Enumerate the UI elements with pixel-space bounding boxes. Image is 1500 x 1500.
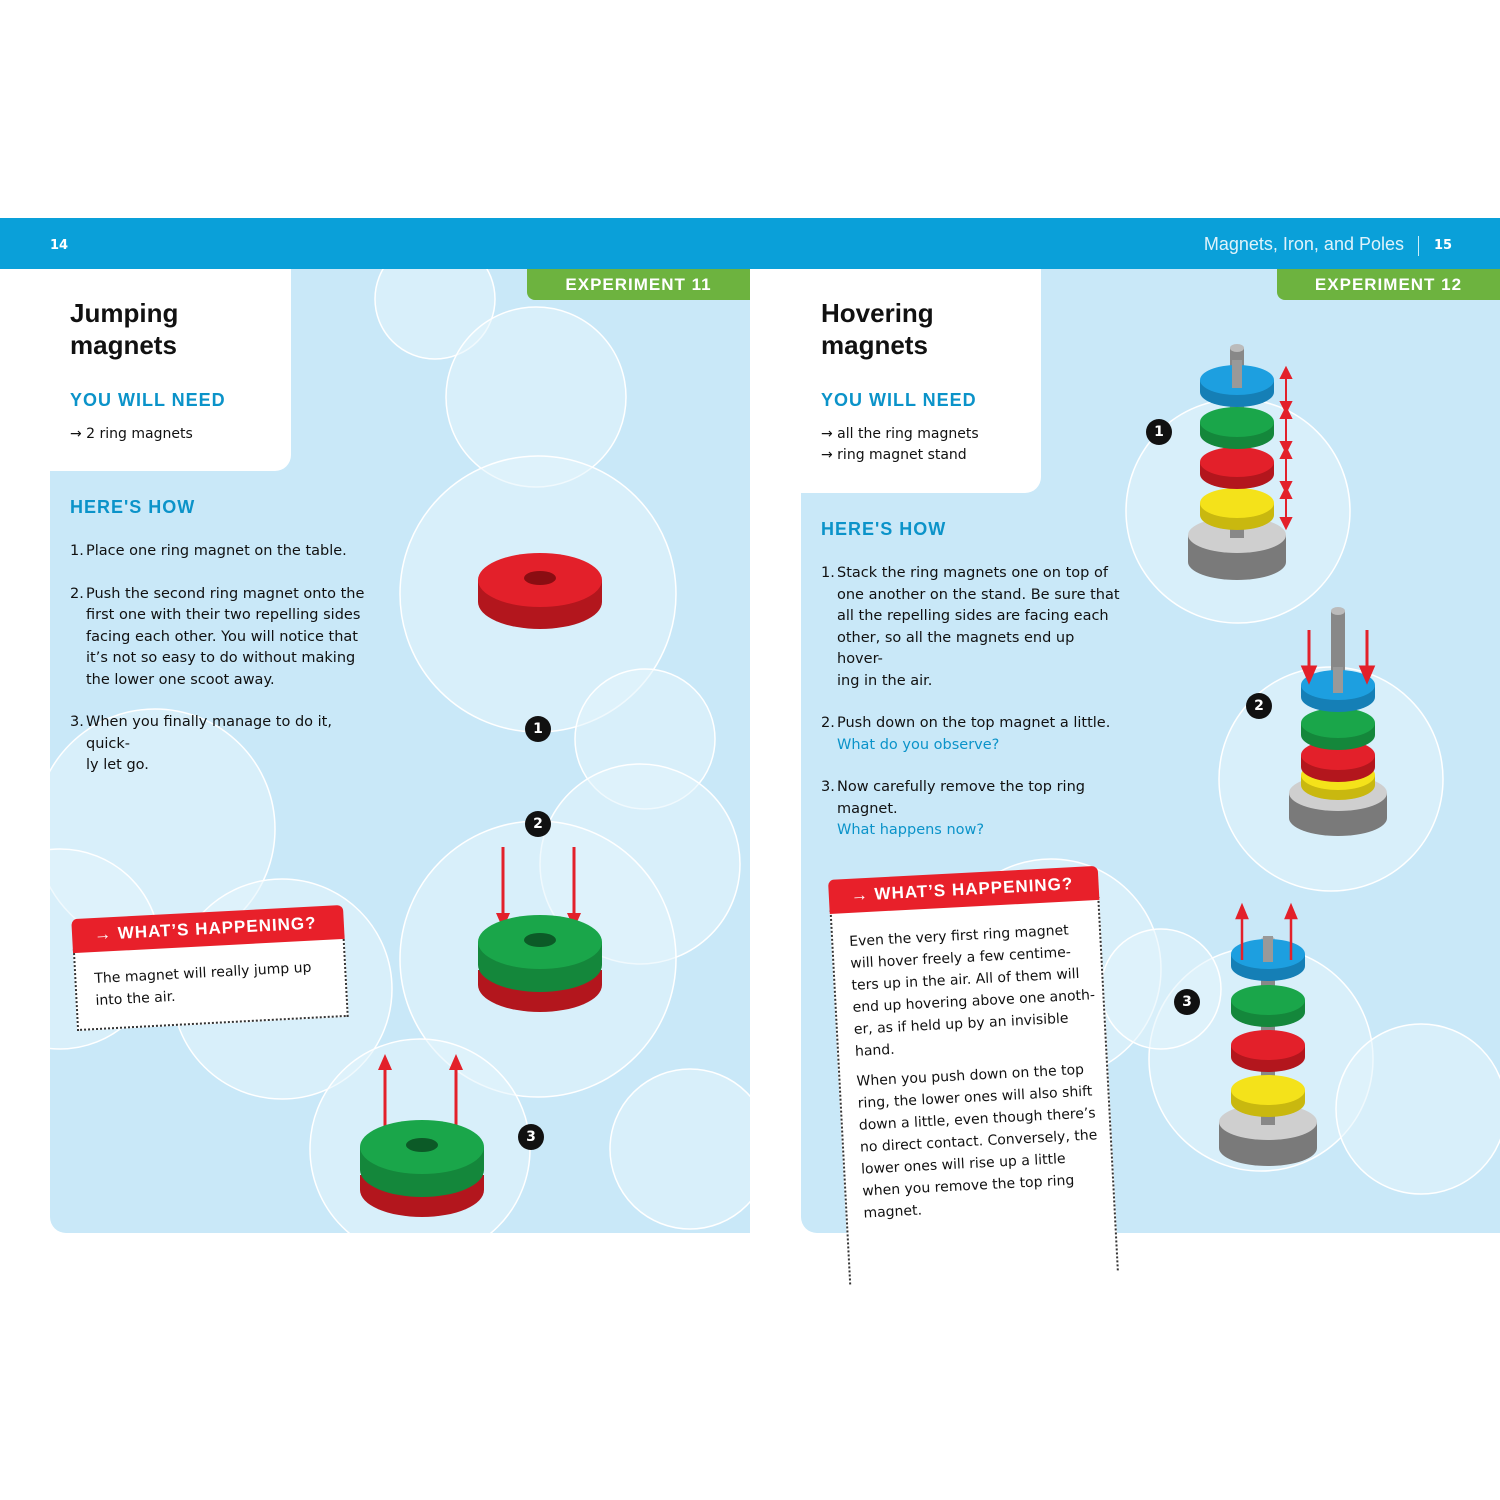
text-line: The magnet will really jump up [94, 959, 312, 988]
step-line: one another on the stand. Be sure that [837, 586, 1120, 603]
header-separator [1418, 236, 1419, 256]
step-number: 1. [821, 565, 835, 581]
text-line: no direct contact. Conversely, the [859, 1127, 1098, 1156]
step-line: ly let go. [86, 757, 149, 773]
step-number: 2. [70, 585, 84, 602]
right-step-3 [821, 777, 1121, 842]
left-title [70, 297, 178, 361]
text-line: down a little, even though there’s [858, 1105, 1097, 1134]
step-number: 3. [70, 714, 84, 730]
right-need-heading: YOU WILL NEED [821, 390, 977, 410]
text-line: hand. [854, 1041, 896, 1060]
text-line: Even the very first ring magnet [848, 922, 1070, 950]
right-whats-happening-box [828, 866, 1119, 1285]
right-steps [821, 563, 1121, 863]
left-step-3 [70, 712, 370, 777]
step-badge-2: 2 [525, 811, 551, 837]
hovering-stack-illustration [1180, 340, 1300, 585]
right-step-badge-3: 3 [1174, 989, 1200, 1015]
left-steps [70, 541, 370, 798]
stacked-magnets-push-illustration [470, 845, 610, 1020]
step-question: What happens now? [837, 822, 985, 838]
right-step-badge-1: 1 [1146, 419, 1172, 445]
step-line: Push down on the top magnet a little. [837, 715, 1111, 731]
right-title [821, 297, 934, 361]
step-number: 2. [821, 715, 835, 731]
experiment-tab-11: EXPERIMENT 11 [527, 269, 750, 300]
left-need-heading: YOU WILL NEED [70, 390, 226, 410]
left-title-line1: Jumping [70, 298, 179, 328]
step-line: it’s not so easy to do without making [86, 650, 356, 666]
right-step-badge-2: 2 [1246, 693, 1272, 719]
text-line: into the air. [95, 988, 176, 1010]
page-number-left: 14 [50, 238, 69, 253]
right-how-heading: HERE'S HOW [821, 519, 947, 539]
step-line: Place one ring magnet on the table. [86, 543, 347, 559]
left-title-line2: magnets [70, 330, 177, 360]
text-line: when you remove the top ring [861, 1172, 1075, 1200]
right-step-2 [821, 713, 1121, 756]
step-line: Now carefully remove the top ring [837, 779, 1085, 795]
left-need-item: → 2 ring magnets [70, 426, 193, 442]
step-badge-3: 3 [518, 1124, 544, 1150]
experiment-tab-12: EXPERIMENT 12 [1277, 269, 1500, 300]
right-title-line2: magnets [821, 330, 928, 360]
whats-happening-para-1 [849, 918, 1098, 1063]
jumping-magnet-illustration [352, 1050, 492, 1225]
text-line: lower ones will rise up a little [860, 1150, 1066, 1178]
text-line: magnet. [863, 1202, 923, 1222]
step-line: other, so all the magnets end up hover- [837, 629, 1075, 667]
right-title-line1: Hovering [821, 298, 934, 328]
step-line: magnet. [837, 800, 898, 817]
step-line: facing each other. You will notice that [86, 628, 358, 645]
gap-arrows [1281, 368, 1291, 528]
left-how-heading: HERE'S HOW [70, 497, 196, 517]
whats-happening-heading: → WHAT’S HAPPENING? [828, 866, 1099, 914]
push-down-stack-illustration [1285, 605, 1395, 845]
whats-happening-para-2 [856, 1058, 1101, 1224]
ring-magnet-red-illustration [470, 545, 610, 640]
left-whats-happening-box [71, 905, 348, 1031]
text-line: When you push down on the top [856, 1061, 1085, 1090]
text-line: ring, the lower ones will also shift [857, 1083, 1093, 1112]
text-line: end up hovering above one anoth- [852, 987, 1096, 1016]
text-line: ters up in the air. All of them will [851, 965, 1080, 994]
text-line: will hover freely a few centime- [850, 944, 1072, 972]
step-line: all the repelling sides are facing each [837, 608, 1109, 624]
step-line: Push the second ring magnet onto the [86, 585, 365, 602]
left-step-1 [70, 541, 370, 563]
step-line: the lower one scoot away. [86, 671, 275, 688]
remove-top-stack-illustration [1215, 900, 1325, 1175]
right-step-1 [821, 563, 1121, 692]
whats-happening-heading: → WHAT’S HAPPENING? [71, 905, 344, 953]
step-number: 3. [821, 779, 835, 795]
right-need-item-1: → all the ring magnets [821, 426, 979, 442]
running-head: Magnets, Iron, and Poles [1203, 234, 1404, 254]
step-line: Stack the ring magnets one on top of [837, 565, 1108, 581]
page-number-right: 15 [1434, 238, 1453, 253]
right-need-item-2: → ring magnet stand [821, 447, 967, 463]
left-step-2 [70, 584, 370, 692]
step-question: What do you observe? [837, 736, 1000, 753]
step-badge-1: 1 [525, 716, 551, 742]
step-line: first one with their two repelling sides [86, 607, 361, 623]
step-line: ing in the air. [837, 672, 933, 689]
step-number: 1. [70, 543, 84, 559]
step-line: When you finally manage to do it, quick- [86, 714, 332, 752]
text-line: er, as if held up by an invisible [853, 1010, 1069, 1038]
